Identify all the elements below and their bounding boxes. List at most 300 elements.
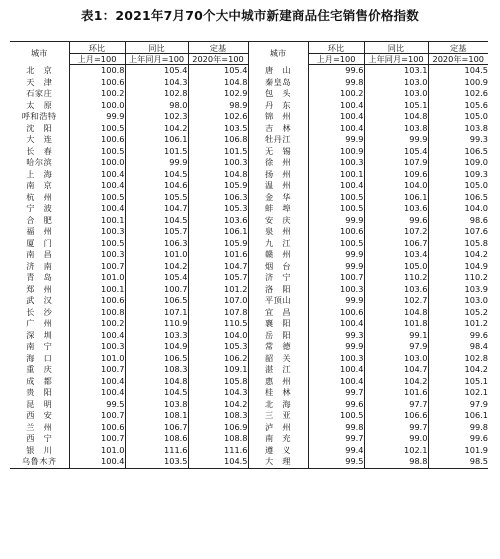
yoy-value-left: 106.3 xyxy=(125,238,188,250)
base-value-left: 110.5 xyxy=(188,318,248,330)
table-row xyxy=(10,180,488,192)
mom-value-left: 101.0 xyxy=(69,353,125,365)
yoy-value-right: 104.8 xyxy=(364,111,428,123)
city-name-left: 武 汉 xyxy=(26,295,53,305)
header-mom-left: 环比 xyxy=(69,42,125,54)
yoy-value-left: 102.3 xyxy=(125,111,188,123)
yoy-value-left: 104.2 xyxy=(125,261,188,273)
yoy-value-right: 105.1 xyxy=(364,100,428,112)
base-value-right: 100.9 xyxy=(428,77,488,89)
city-name-right: 丹 东 xyxy=(248,100,308,112)
yoy-value-right: 106.1 xyxy=(364,192,428,204)
mom-value-right: 100.5 xyxy=(308,410,364,422)
base-value-right: 106.5 xyxy=(428,192,488,204)
city-name-left: 成 都 xyxy=(26,375,53,386)
base-value-left: 105.9 xyxy=(188,238,248,250)
mom-value-left: 100.0 xyxy=(69,157,125,169)
base-value-right: 104.5 xyxy=(428,65,488,77)
base-value-right: 104.9 xyxy=(428,261,488,273)
city-name-right: 三 亚 xyxy=(248,410,308,422)
mom-value-left: 100.6 xyxy=(69,422,125,434)
mom-value-right: 100.4 xyxy=(308,100,364,112)
mom-value-right: 100.7 xyxy=(308,272,364,284)
mom-value-left: 100.6 xyxy=(69,134,125,146)
table-row xyxy=(10,410,488,422)
base-value-left: 100.3 xyxy=(188,157,248,169)
mom-value-left: 100.2 xyxy=(69,318,125,330)
city-name-left: 贵 阳 xyxy=(26,387,53,397)
city-name-right: 赣 州 xyxy=(248,249,308,261)
yoy-value-left: 105.4 xyxy=(125,272,188,284)
base-value-right: 99.6 xyxy=(428,330,488,342)
base-value-right: 105.0 xyxy=(428,111,488,123)
base-value-right: 102.1 xyxy=(428,387,488,399)
header-base-right: 定基 xyxy=(428,42,488,54)
table-row xyxy=(10,88,488,100)
yoy-value-left: 105.5 xyxy=(125,192,188,204)
yoy-value-left: 110.9 xyxy=(125,318,188,330)
mom-value-left: 100.4 xyxy=(69,456,125,468)
city-name-right: 牡丹江 xyxy=(248,134,308,146)
base-value-right: 102.8 xyxy=(428,353,488,365)
mom-value-right: 99.9 xyxy=(308,215,364,227)
mom-value-right: 99.8 xyxy=(308,422,364,434)
yoy-value-right: 99.7 xyxy=(364,422,428,434)
city-name-left: 大 连 xyxy=(26,134,53,144)
base-value-left: 101.5 xyxy=(188,146,248,158)
city-name-left: 银 川 xyxy=(26,444,53,455)
yoy-value-left: 101.0 xyxy=(125,249,188,261)
base-value-left: 106.3 xyxy=(188,192,248,204)
city-name-left: 沈 阳 xyxy=(26,122,53,133)
yoy-value-right: 103.4 xyxy=(364,249,428,261)
mom-value-right: 100.4 xyxy=(308,318,364,330)
mom-value-left: 100.0 xyxy=(69,100,125,112)
yoy-value-left: 102.8 xyxy=(125,88,188,100)
yoy-value-left: 108.1 xyxy=(125,410,188,422)
yoy-value-left: 107.1 xyxy=(125,307,188,319)
mom-value-left: 100.6 xyxy=(69,295,125,307)
city-name-right: 金 华 xyxy=(248,192,308,204)
table-row xyxy=(10,284,488,296)
mom-value-right: 100.4 xyxy=(308,376,364,388)
subheader-yoy-right: 上年同月=100 xyxy=(364,54,428,65)
base-value-left: 105.4 xyxy=(188,65,248,77)
yoy-value-left: 103.8 xyxy=(125,399,188,411)
subheader-base-right: 2020年=100 xyxy=(428,54,488,65)
table-row xyxy=(10,399,488,411)
base-value-right: 109.3 xyxy=(428,169,488,181)
table-row xyxy=(10,157,488,169)
base-value-left: 104.3 xyxy=(188,387,248,399)
city-name-left: 长 沙 xyxy=(26,306,53,317)
mom-value-right: 99.7 xyxy=(308,433,364,445)
city-name-right: 洛 阳 xyxy=(248,284,308,296)
city-name-right: 南 充 xyxy=(248,433,308,445)
base-value-left: 111.6 xyxy=(188,445,248,457)
base-value-left: 107.8 xyxy=(188,307,248,319)
yoy-value-left: 104.2 xyxy=(125,123,188,135)
header-mom-right: 环比 xyxy=(308,42,364,54)
table-row xyxy=(10,307,488,319)
city-name-right: 泸 州 xyxy=(248,422,308,434)
table-row xyxy=(10,318,488,330)
base-value-right: 105.0 xyxy=(428,180,488,192)
mom-value-right: 100.4 xyxy=(308,123,364,135)
table-row xyxy=(10,123,488,135)
mom-value-left: 100.4 xyxy=(69,169,125,181)
city-name-left: 福 州 xyxy=(26,226,53,236)
mom-value-right: 99.5 xyxy=(308,456,364,468)
yoy-value-right: 105.4 xyxy=(364,146,428,158)
mom-value-right: 100.1 xyxy=(308,169,364,181)
subheader-yoy-left: 上年同月=100 xyxy=(125,54,188,65)
yoy-value-right: 99.6 xyxy=(364,215,428,227)
mom-value-left: 101.0 xyxy=(69,445,125,457)
yoy-value-right: 103.8 xyxy=(364,123,428,135)
mom-value-left: 101.0 xyxy=(69,272,125,284)
yoy-value-right: 106.7 xyxy=(364,238,428,250)
mom-value-right: 100.5 xyxy=(308,192,364,204)
table-row xyxy=(10,238,488,250)
yoy-value-left: 108.6 xyxy=(125,433,188,445)
mom-value-right: 100.3 xyxy=(308,157,364,169)
yoy-value-left: 103.3 xyxy=(125,330,188,342)
yoy-value-right: 104.7 xyxy=(364,364,428,376)
base-value-right: 105.1 xyxy=(428,376,488,388)
table-title: 表1：2021年7月70个大中城市新建商品住宅销售价格指数 xyxy=(81,8,419,23)
base-value-right: 103.8 xyxy=(428,123,488,135)
city-name-left: 哈尔滨 xyxy=(26,157,53,167)
city-name-right: 秦皇岛 xyxy=(248,77,308,89)
yoy-value-left: 98.0 xyxy=(125,100,188,112)
base-value-left: 102.9 xyxy=(188,88,248,100)
base-value-left: 98.9 xyxy=(188,100,248,112)
mom-value-left: 100.5 xyxy=(69,192,125,204)
base-value-right: 99.6 xyxy=(428,433,488,445)
table-row xyxy=(10,77,488,89)
table-row xyxy=(10,226,488,238)
base-value-left: 103.5 xyxy=(188,123,248,135)
city-name-left: 昆 明 xyxy=(26,398,53,409)
city-name-left: 上 海 xyxy=(26,168,53,179)
city-name-right: 蚌 埠 xyxy=(248,203,308,215)
base-value-left: 104.0 xyxy=(188,330,248,342)
city-name-left: 呼和浩特 xyxy=(21,111,57,121)
base-value-right: 98.6 xyxy=(428,215,488,227)
table-row xyxy=(10,376,488,388)
city-name-right: 惠 州 xyxy=(248,376,308,388)
city-name-right: 宜 昌 xyxy=(248,307,308,319)
city-name-right: 桂 林 xyxy=(248,387,308,399)
mom-value-left: 100.4 xyxy=(69,203,125,215)
city-name-right: 岳 阳 xyxy=(248,330,308,342)
city-name-left: 重 庆 xyxy=(26,364,53,374)
table-row xyxy=(10,261,488,273)
yoy-value-left: 104.6 xyxy=(125,180,188,192)
base-value-right: 110.2 xyxy=(428,272,488,284)
base-value-left: 104.7 xyxy=(188,261,248,273)
city-name-left: 乌鲁木齐 xyxy=(10,456,69,468)
yoy-value-left: 104.9 xyxy=(125,341,188,353)
mom-value-left: 100.5 xyxy=(69,238,125,250)
city-name-left: 合 肥 xyxy=(26,214,53,225)
city-name-right: 济 宁 xyxy=(248,272,308,284)
mom-value-left: 99.9 xyxy=(69,111,125,123)
table-row xyxy=(10,445,488,457)
yoy-value-right: 103.1 xyxy=(364,65,428,77)
base-value-left: 101.2 xyxy=(188,284,248,296)
base-value-left: 106.8 xyxy=(188,134,248,146)
city-name-right: 平顶山 xyxy=(248,295,308,307)
city-name-right: 徐 州 xyxy=(248,157,308,169)
mom-value-right: 100.3 xyxy=(308,284,364,296)
base-value-right: 98.5 xyxy=(428,456,488,468)
mom-value-right: 99.4 xyxy=(308,445,364,457)
mom-value-left: 100.7 xyxy=(69,433,125,445)
city-name-right: 大 理 xyxy=(248,456,308,468)
city-name-left: 郑 州 xyxy=(26,283,53,294)
mom-value-right: 100.4 xyxy=(308,111,364,123)
yoy-value-left: 104.3 xyxy=(125,77,188,89)
base-value-right: 104.2 xyxy=(428,364,488,376)
table-row xyxy=(10,330,488,342)
base-value-right: 97.9 xyxy=(428,399,488,411)
base-value-left: 105.9 xyxy=(188,180,248,192)
yoy-value-right: 109.6 xyxy=(364,169,428,181)
mom-value-right: 99.9 xyxy=(308,295,364,307)
mom-value-left: 100.7 xyxy=(69,410,125,422)
city-name-right: 安 庆 xyxy=(248,215,308,227)
base-value-left: 103.6 xyxy=(188,215,248,227)
yoy-value-right: 110.2 xyxy=(364,272,428,284)
yoy-value-right: 105.0 xyxy=(364,261,428,273)
mom-value-right: 100.9 xyxy=(308,146,364,158)
base-value-right: 99.8 xyxy=(428,422,488,434)
yoy-value-left: 105.7 xyxy=(125,226,188,238)
city-name-left: 宁 波 xyxy=(26,203,53,213)
yoy-value-left: 106.5 xyxy=(125,353,188,365)
base-value-left: 105.7 xyxy=(188,272,248,284)
base-value-left: 104.2 xyxy=(188,399,248,411)
city-name-right: 北 海 xyxy=(248,399,308,411)
yoy-value-right: 102.7 xyxy=(364,295,428,307)
base-value-left: 105.3 xyxy=(188,341,248,353)
base-value-right: 109.0 xyxy=(428,157,488,169)
city-name-left: 兰 州 xyxy=(26,421,53,432)
mom-value-left: 100.5 xyxy=(69,146,125,158)
yoy-value-left: 108.3 xyxy=(125,364,188,376)
base-value-left: 102.6 xyxy=(188,111,248,123)
mom-value-right: 99.9 xyxy=(308,249,364,261)
base-value-left: 106.2 xyxy=(188,353,248,365)
mom-value-left: 100.6 xyxy=(69,77,125,89)
mom-value-left: 100.4 xyxy=(69,330,125,342)
yoy-value-right: 99.0 xyxy=(364,433,428,445)
base-value-left: 105.8 xyxy=(188,376,248,388)
subheader-mom-right: 上月=100 xyxy=(308,54,364,65)
base-value-left: 104.8 xyxy=(188,77,248,89)
mom-value-right: 100.6 xyxy=(308,226,364,238)
mom-value-right: 100.6 xyxy=(308,307,364,319)
yoy-value-right: 104.0 xyxy=(364,180,428,192)
mom-value-left: 100.5 xyxy=(69,123,125,135)
city-name-left: 西 宁 xyxy=(26,433,53,443)
mom-value-right: 100.5 xyxy=(308,203,364,215)
mom-value-right: 100.4 xyxy=(308,180,364,192)
base-value-right: 104.0 xyxy=(428,203,488,215)
yoy-value-right: 101.8 xyxy=(364,318,428,330)
yoy-value-right: 107.2 xyxy=(364,226,428,238)
base-value-right: 105.8 xyxy=(428,238,488,250)
table-row xyxy=(10,387,488,399)
table-row xyxy=(10,272,488,284)
base-value-left: 105.3 xyxy=(188,203,248,215)
subheader-mom-left: 上月=100 xyxy=(69,54,125,65)
city-name-right: 常 德 xyxy=(248,341,308,353)
header-city-right: 城市 xyxy=(248,42,308,65)
mom-value-right: 99.9 xyxy=(308,261,364,273)
base-value-left: 107.0 xyxy=(188,295,248,307)
city-name-right: 九 江 xyxy=(248,238,308,250)
base-value-left: 104.8 xyxy=(188,169,248,181)
table-row xyxy=(10,215,488,227)
yoy-value-right: 104.8 xyxy=(364,307,428,319)
mom-value-left: 100.3 xyxy=(69,341,125,353)
city-name-right: 遵 义 xyxy=(248,445,308,457)
table-row xyxy=(10,422,488,434)
city-name-right: 泉 州 xyxy=(248,226,308,238)
yoy-value-right: 103.0 xyxy=(364,353,428,365)
mom-value-right: 99.7 xyxy=(308,387,364,399)
yoy-value-right: 97.7 xyxy=(364,399,428,411)
table-row xyxy=(10,364,488,376)
mom-value-left: 100.3 xyxy=(69,226,125,238)
table-row xyxy=(10,353,488,365)
table-row xyxy=(10,169,488,181)
yoy-value-right: 106.6 xyxy=(364,410,428,422)
city-name-left: 石家庄 xyxy=(26,88,53,98)
yoy-value-right: 99.9 xyxy=(364,134,428,146)
base-value-left: 104.5 xyxy=(188,456,248,468)
mom-value-left: 100.4 xyxy=(69,376,125,388)
yoy-value-left: 104.5 xyxy=(125,169,188,181)
base-value-left: 108.8 xyxy=(188,433,248,445)
table-row xyxy=(10,65,488,77)
table-row xyxy=(10,203,488,215)
mom-value-right: 99.6 xyxy=(308,65,364,77)
yoy-value-left: 105.4 xyxy=(125,65,188,77)
base-value-right: 105.6 xyxy=(428,100,488,112)
city-name-left: 济 南 xyxy=(26,260,53,271)
table-body xyxy=(10,65,488,469)
yoy-value-left: 111.6 xyxy=(125,445,188,457)
header-yoy-right: 同比 xyxy=(364,42,428,54)
city-name-left: 深 圳 xyxy=(26,329,53,340)
mom-value-right: 99.8 xyxy=(308,77,364,89)
mom-value-left: 100.8 xyxy=(69,65,125,77)
yoy-value-right: 99.1 xyxy=(364,330,428,342)
yoy-value-left: 101.5 xyxy=(125,146,188,158)
city-name-left: 南 宁 xyxy=(26,341,53,351)
city-name-left: 海 口 xyxy=(26,352,53,363)
base-value-left: 109.1 xyxy=(188,364,248,376)
header-yoy-left: 同比 xyxy=(125,42,188,54)
city-name-left: 天 津 xyxy=(26,76,53,87)
yoy-value-right: 103.0 xyxy=(364,77,428,89)
base-value-right: 105.2 xyxy=(428,307,488,319)
city-name-right: 温 州 xyxy=(248,180,308,192)
city-name-left: 杭 州 xyxy=(26,191,53,202)
table-row xyxy=(10,456,488,468)
base-value-right: 99.3 xyxy=(428,134,488,146)
base-value-right: 103.9 xyxy=(428,284,488,296)
mom-value-right: 100.3 xyxy=(308,353,364,365)
mom-value-right: 100.5 xyxy=(308,238,364,250)
table-row xyxy=(10,111,488,123)
header-city-left: 城市 xyxy=(10,42,69,65)
yoy-value-left: 106.5 xyxy=(125,295,188,307)
city-name-right: 无 锡 xyxy=(248,146,308,158)
city-name-right: 襄 阳 xyxy=(248,318,308,330)
table-row xyxy=(10,433,488,445)
city-name-right: 扬 州 xyxy=(248,169,308,181)
base-value-left: 101.6 xyxy=(188,249,248,261)
base-value-right: 98.4 xyxy=(428,341,488,353)
city-name-right: 湛 江 xyxy=(248,364,308,376)
base-value-right: 101.2 xyxy=(428,318,488,330)
yoy-value-right: 103.6 xyxy=(364,284,428,296)
yoy-value-right: 101.6 xyxy=(364,387,428,399)
base-value-right: 103.0 xyxy=(428,295,488,307)
yoy-value-left: 106.1 xyxy=(125,134,188,146)
base-value-left: 106.1 xyxy=(188,226,248,238)
base-value-right: 106.1 xyxy=(428,410,488,422)
mom-value-right: 99.9 xyxy=(308,341,364,353)
table-row xyxy=(10,295,488,307)
mom-value-left: 100.3 xyxy=(69,249,125,261)
table-row xyxy=(10,134,488,146)
base-value-right: 102.6 xyxy=(428,88,488,100)
mom-value-right: 100.2 xyxy=(308,88,364,100)
yoy-value-left: 104.8 xyxy=(125,376,188,388)
city-name-left: 广 州 xyxy=(26,318,53,328)
mom-value-left: 100.7 xyxy=(69,261,125,273)
mom-value-right: 99.3 xyxy=(308,330,364,342)
mom-value-left: 100.4 xyxy=(69,387,125,399)
base-value-right: 104.2 xyxy=(428,249,488,261)
city-name-left: 北 京 xyxy=(26,64,53,75)
mom-value-left: 100.4 xyxy=(69,180,125,192)
city-name-left: 南 昌 xyxy=(26,249,53,259)
yoy-value-right: 104.2 xyxy=(364,376,428,388)
city-name-right: 吉 林 xyxy=(248,123,308,135)
base-value-right: 101.9 xyxy=(428,445,488,457)
base-value-right: 107.6 xyxy=(428,226,488,238)
yoy-value-right: 103.6 xyxy=(364,203,428,215)
yoy-value-right: 103.0 xyxy=(364,88,428,100)
mom-value-left: 100.1 xyxy=(69,284,125,296)
price-index-table xyxy=(10,41,488,469)
city-name-right: 锦 州 xyxy=(248,111,308,123)
yoy-value-right: 98.8 xyxy=(364,456,428,468)
yoy-value-left: 99.9 xyxy=(125,157,188,169)
city-name-right: 韶 关 xyxy=(248,353,308,365)
city-name-left: 南 京 xyxy=(26,180,53,190)
city-name-left: 长 春 xyxy=(26,145,53,156)
mom-value-left: 100.1 xyxy=(69,215,125,227)
city-name-left: 西 安 xyxy=(26,410,53,420)
